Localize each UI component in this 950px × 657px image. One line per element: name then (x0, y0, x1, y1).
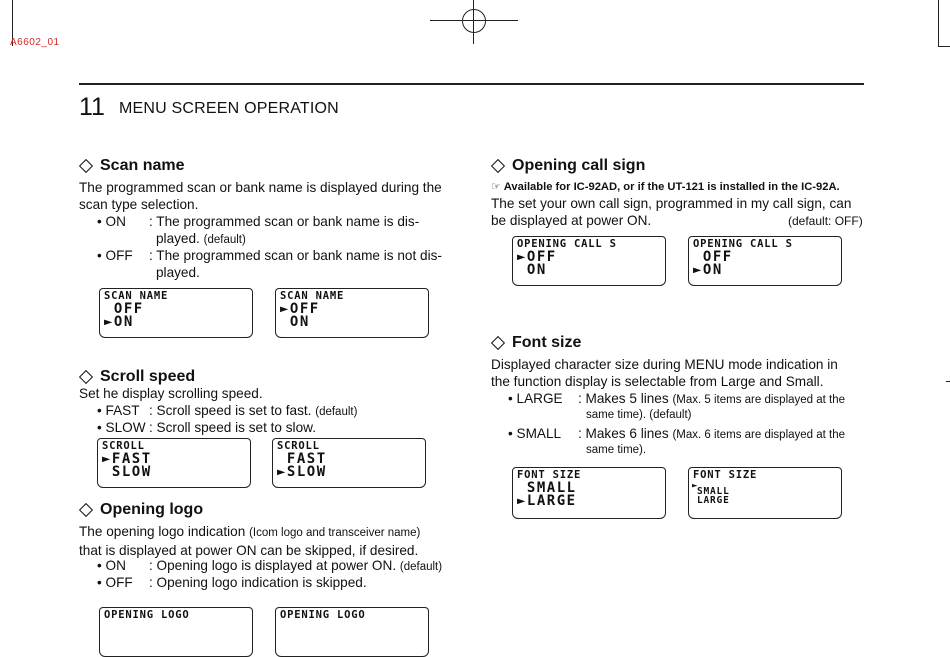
lcd-line: ►ON (104, 314, 134, 330)
lcd-title: OPENING CALL S (517, 238, 617, 250)
header-rule (79, 83, 864, 85)
opening-logo-heading (79, 501, 203, 519)
bullet-small-cont: same time). (586, 409, 647, 421)
lcd-call-sign-on (688, 236, 842, 286)
chapter-title: MENU SCREEN OPERATION (119, 100, 339, 117)
bullet-text: : Scroll speed is set to fast. (149, 403, 312, 418)
lcd-title: OPENING LOGO (104, 609, 190, 621)
lcd-title: SCAN NAME (280, 290, 345, 302)
lcd-line: SMALL (697, 486, 730, 497)
desc-line: the function display is selectable from Large and Small. (491, 374, 824, 389)
print-mark-text: A6602_01 (10, 37, 60, 48)
heading-text: Scan name (100, 157, 185, 174)
lcd-line: ►SLOW (277, 464, 327, 480)
bullet-label: • ON (97, 214, 126, 229)
diamond-icon (491, 336, 505, 350)
lcd-line: OFF (104, 301, 144, 317)
crop-mark-right-vertical (938, 0, 939, 46)
lcd-scan-name-off (275, 288, 429, 338)
bullet-small-cont: same time). (586, 444, 647, 456)
lcd-title: OPENING LOGO (280, 609, 366, 621)
lcd-line: ►ON (693, 262, 723, 278)
heading-text: Font size (512, 334, 582, 351)
lcd-line: LARGE (697, 495, 730, 506)
availability-note (491, 180, 840, 193)
bullet-text: : Opening logo is displayed at power ON. (149, 558, 397, 573)
bullet-small: (Max. 5 items are displayed at the (672, 394, 846, 406)
desc-small: (Icom logo and transceiver name) (249, 527, 421, 539)
bullet-text: : The programmed scan or bank name is dis- (149, 214, 420, 229)
default-note: (default) (399, 561, 443, 573)
lcd-font-size-small (688, 467, 842, 519)
crop-mark-right-tick (946, 381, 950, 382)
default-note: (default) (649, 409, 692, 421)
font-size-description (491, 356, 838, 390)
selection-arrow-icon: ► (692, 481, 698, 491)
scroll-speed-heading (79, 368, 195, 386)
bullet-text-cont: played. (156, 265, 200, 280)
lcd-title: FONT SIZE (517, 469, 582, 481)
desc-line: scan type selection. (79, 197, 199, 212)
lcd-line: ►FAST (102, 451, 152, 467)
lcd-font-size-large (512, 467, 666, 519)
bullet-text-cont: played. (156, 231, 200, 246)
desc-line: Displayed character size during MENU mode indication in (491, 357, 838, 372)
scan-name-description (79, 179, 442, 213)
lcd-line: SLOW (102, 464, 152, 480)
opening-call-sign-heading (491, 157, 645, 175)
opening-logo-description (79, 523, 420, 559)
lcd-scan-name-on (99, 288, 253, 338)
lcd-line: OFF (693, 249, 733, 265)
default-note: (default) (315, 406, 358, 418)
lcd-title: SCAN NAME (104, 290, 169, 302)
lcd-title: SCROLL (277, 440, 320, 452)
lcd-title: SCROLL (102, 440, 145, 452)
diamond-icon (79, 503, 93, 517)
desc-line: The set your own call sign, programmed in my call sign, can (491, 196, 852, 211)
font-size-heading (491, 334, 581, 352)
bullet-label: • FAST (97, 403, 140, 418)
lcd-line: ON (517, 262, 547, 278)
desc-line: that is displayed at power ON can be skipped, if desired. (79, 543, 419, 558)
lcd-title: OPENING CALL S (693, 238, 793, 250)
lcd-line: ►LARGE (517, 493, 577, 509)
lcd-scroll-fast (97, 438, 251, 488)
lcd-line: ►OFF (280, 301, 320, 317)
diamond-icon (491, 159, 505, 173)
bullet-small: (Max. 6 items are displayed at the (672, 429, 846, 441)
diamond-icon (79, 370, 93, 384)
default-note: (default: OFF) (788, 214, 863, 228)
scan-name-heading (79, 157, 184, 175)
lcd-title: FONT SIZE (693, 469, 758, 481)
bullet-label: • SLOW (97, 420, 146, 435)
pointing-hand-icon: ☞ (491, 181, 502, 193)
bullet-label: • ON (97, 558, 126, 573)
bullet-text: : The programmed scan or bank name is not dis- (149, 248, 442, 263)
lcd-opening-logo-on (99, 607, 253, 657)
bullet-text: : Makes 5 lines (578, 391, 669, 406)
heading-text: Opening logo (100, 501, 204, 518)
bullet-text: : Opening logo indication is skipped. (149, 575, 367, 590)
registration-circle (462, 9, 486, 33)
lcd-opening-logo-off (275, 607, 429, 657)
bullet-text: : Scroll speed is set to slow. (149, 420, 316, 435)
lcd-call-sign-off (512, 236, 666, 286)
desc-line: The programmed scan or bank name is displayed during the (79, 180, 442, 195)
heading-text: Scroll speed (100, 368, 196, 385)
lcd-scroll-slow (272, 438, 426, 488)
lcd-line: SMALL (517, 480, 577, 496)
lcd-line: ►OFF (517, 249, 557, 265)
desc-line: The opening logo indication (79, 524, 246, 539)
bullet-label: • LARGE (508, 391, 563, 406)
default-note: (default) (203, 234, 246, 246)
bullet-label: • OFF (97, 575, 133, 590)
diamond-icon (79, 159, 93, 173)
heading-text: Opening call sign (512, 157, 646, 174)
bullet-label: • SMALL (508, 426, 562, 441)
desc-line: be displayed at power ON. (491, 213, 652, 228)
scroll-speed-description: Set he display scrolling speed. (79, 386, 263, 401)
lcd-line: FAST (277, 451, 327, 467)
bullet-text: : Makes 6 lines (578, 426, 669, 441)
lcd-line: ON (280, 314, 310, 330)
bullet-label: • OFF (97, 248, 133, 263)
chapter-number: 11 (79, 93, 105, 121)
note-text: Available for IC-92AD, or if the UT-121 is installed in the IC-92A. (503, 181, 840, 193)
crop-mark-right-horizontal (938, 46, 950, 47)
